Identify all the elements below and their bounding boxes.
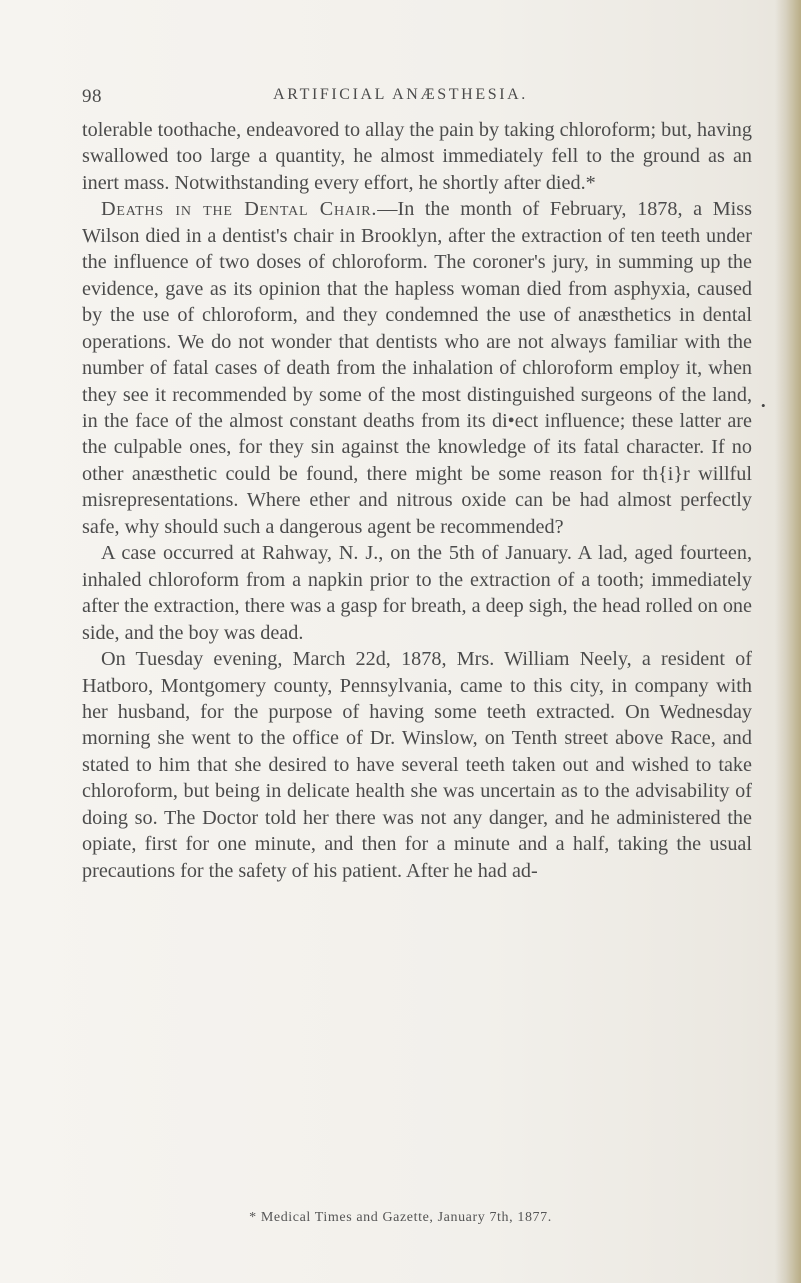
margin-mark: • [761, 398, 766, 413]
section-heading: Deaths in the Dental Chair. [101, 198, 378, 221]
body-text [82, 117, 752, 884]
paragraph-2 [82, 196, 752, 540]
footnote: * Medical Times and Gazette, January 7th, 1877. [249, 1210, 552, 1225]
page-number: 98 [82, 86, 102, 107]
page-spine-edge [775, 0, 801, 1283]
paragraph-3: A case occurred at Rahway, N. J., on the 5th of January. A lad, aged fourteen, inhaled chloroform from a napkin prior to the extraction of a tooth; immediately after the extraction, there was a gasp for breath, a deep sigh, the head rolled on one side, and the boy was dead. [82, 542, 752, 644]
paragraph-1: tolerable toothache, endeavored to allay the pain by taking chloroform; but, having swallowed too large a quantity, he almost immediately fell to the ground as an inert mass. Notwithstanding every effort, he shortly after died.* [82, 119, 752, 194]
paragraph-2-text: —In the month of February, 1878, a Miss Wilson died in a dentist's chair in Brooklyn, after the extraction of ten teeth under the influence of two doses of chloroform. The coroner's jury, in summing up the evidence, gave as its opinion that the hapless woman died from asphyxia, caused by the use of chloroform, and they condemned the use of anæsthetics in dental operations. We do not wonder that dentists who are not always familiar with the number of fatal cases of death from the inhalation of chloroform employ it, when they see it recommended by some of the most distinguished surgeons of the land, in the face of the almost constant deaths from its di•ect influence; these latter are the culpable ones, for they sin against the knowledge of its fatal character. If no other anæsthetic could be found, there might be some reason for th{i}r willful misrepresentations. Where ether and nitrous oxide can be had almost perfectly safe, why should such a dangerous agent be recommended? [82, 198, 752, 538]
paragraph-4: On Tuesday evening, March 22d, 1878, Mrs. William Neely, a resident of Hatboro, Montgomery county, Pennsylvania, came to this city, in company with her husband, for the purpose of having some teeth extracted. On Wednesday morning she went to the office of Dr. Winslow, on Tenth street above Race, and stated to him that she desired to have several teeth taken out and wished to take chloroform, but being in delicate health she was uncertain as to the advisability of doing so. The Doctor told her there was not any danger, and he administered the opiate, first for one minute, and then for a minute and a half, taking the usual precautions for the safety of his patient. After he had ad- [82, 648, 752, 882]
running-head: ARTIFICIAL ANÆSTHESIA. [273, 86, 528, 103]
